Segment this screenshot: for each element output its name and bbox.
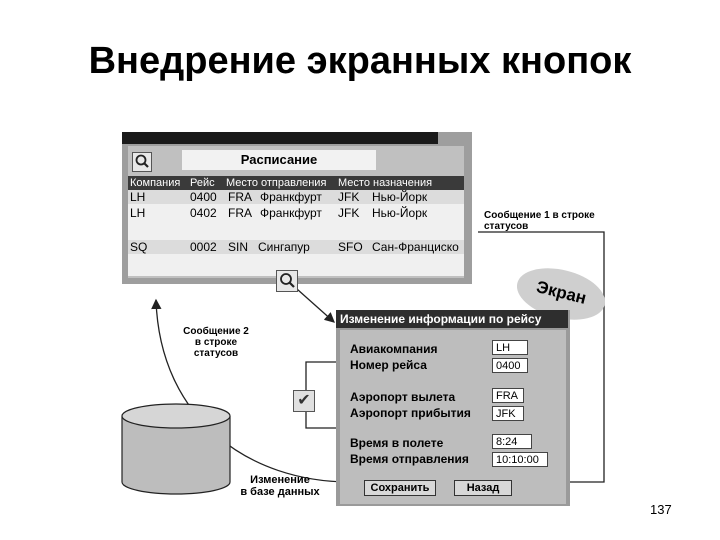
status-message-2-line1: Сообщение 2 bbox=[183, 326, 249, 337]
form-body bbox=[340, 330, 566, 504]
schedule-panel bbox=[128, 146, 464, 278]
table-row[interactable] bbox=[128, 190, 464, 204]
cell-flight: 0402 bbox=[190, 206, 217, 220]
table-row[interactable] bbox=[128, 206, 464, 220]
cell-from-city: Сингапур bbox=[258, 240, 310, 254]
airline-field[interactable]: LH bbox=[492, 340, 528, 355]
dep-time-field[interactable]: 10:10:00 bbox=[492, 452, 548, 467]
cell-to-city: Нью-Йорк bbox=[372, 190, 428, 204]
col-airline: Компания bbox=[130, 177, 181, 189]
cell-to-city: Сан-Франциско bbox=[372, 240, 459, 254]
arr-airport-field[interactable]: JFK bbox=[492, 406, 524, 421]
page-number: 137 bbox=[650, 502, 672, 517]
flight-time-field[interactable]: 8:24 bbox=[492, 434, 532, 449]
confirm-button[interactable] bbox=[293, 390, 315, 412]
schedule-header-row bbox=[128, 176, 464, 190]
cell-airline: LH bbox=[130, 206, 146, 220]
col-flight: Рейс bbox=[190, 177, 215, 189]
window-titlebar bbox=[122, 132, 438, 144]
database-icon bbox=[118, 402, 234, 498]
cell-to-code: SFO bbox=[338, 240, 363, 254]
flight-edit-window bbox=[336, 310, 570, 506]
flight-time-label: Время в полете bbox=[350, 436, 444, 450]
airline-label: Авиакомпания bbox=[350, 342, 438, 356]
cell-from-city: Франкфурт bbox=[260, 190, 322, 204]
status-message-2-line3: статусов bbox=[193, 348, 239, 359]
cell-from-code: FRA bbox=[228, 206, 252, 220]
col-destination: Место назначения bbox=[338, 177, 433, 189]
status-message-1-text: Сообщение 1 в строке статусов bbox=[484, 210, 595, 232]
col-departure: Место отправления bbox=[226, 177, 327, 189]
cell-to-code: JFK bbox=[338, 206, 360, 220]
database-change-line2: в базе данных bbox=[240, 486, 320, 498]
status-message-2 bbox=[176, 326, 256, 359]
cell-flight: 0400 bbox=[190, 190, 217, 204]
back-button[interactable]: Назад bbox=[454, 480, 512, 496]
search-button[interactable] bbox=[132, 152, 152, 172]
cell-flight: 0002 bbox=[190, 240, 217, 254]
save-button[interactable]: Сохранить bbox=[364, 480, 436, 496]
flight-field[interactable]: 0400 bbox=[492, 358, 528, 373]
screen-badge: Экран bbox=[512, 260, 611, 328]
cell-airline: LH bbox=[130, 190, 146, 204]
database-change-label bbox=[230, 474, 330, 498]
status-message-1 bbox=[484, 210, 604, 232]
dep-airport-field[interactable]: FRA bbox=[492, 388, 524, 403]
arr-airport-label: Аэропорт прибытия bbox=[350, 406, 471, 420]
table-row[interactable] bbox=[128, 240, 464, 254]
checkmark-icon: ✔ bbox=[297, 392, 311, 409]
cell-to-code: JFK bbox=[338, 190, 360, 204]
search-button-2[interactable] bbox=[276, 270, 298, 292]
status-message-2-line2: в строке bbox=[194, 337, 238, 348]
slide-title: Внедрение экранных кнопок bbox=[88, 40, 632, 82]
schedule-rows bbox=[128, 190, 464, 276]
database-change-line1: Изменение bbox=[250, 474, 310, 486]
schedule-title: Расписание bbox=[182, 150, 376, 170]
form-title: Изменение информации по рейсу bbox=[336, 310, 568, 328]
search-icon bbox=[277, 271, 297, 291]
cell-to-city: Нью-Йорк bbox=[372, 206, 428, 220]
dep-airport-label: Аэропорт вылета bbox=[350, 390, 456, 404]
cell-from-code: FRA bbox=[228, 190, 252, 204]
cell-airline: SQ bbox=[130, 240, 148, 254]
cell-from-city: Франкфурт bbox=[260, 206, 322, 220]
dep-time-label: Время отправления bbox=[350, 452, 469, 466]
flight-label: Номер рейса bbox=[350, 358, 427, 372]
schedule-window bbox=[122, 132, 472, 284]
search-icon bbox=[133, 153, 151, 171]
cell-from-code: SIN bbox=[228, 240, 249, 254]
